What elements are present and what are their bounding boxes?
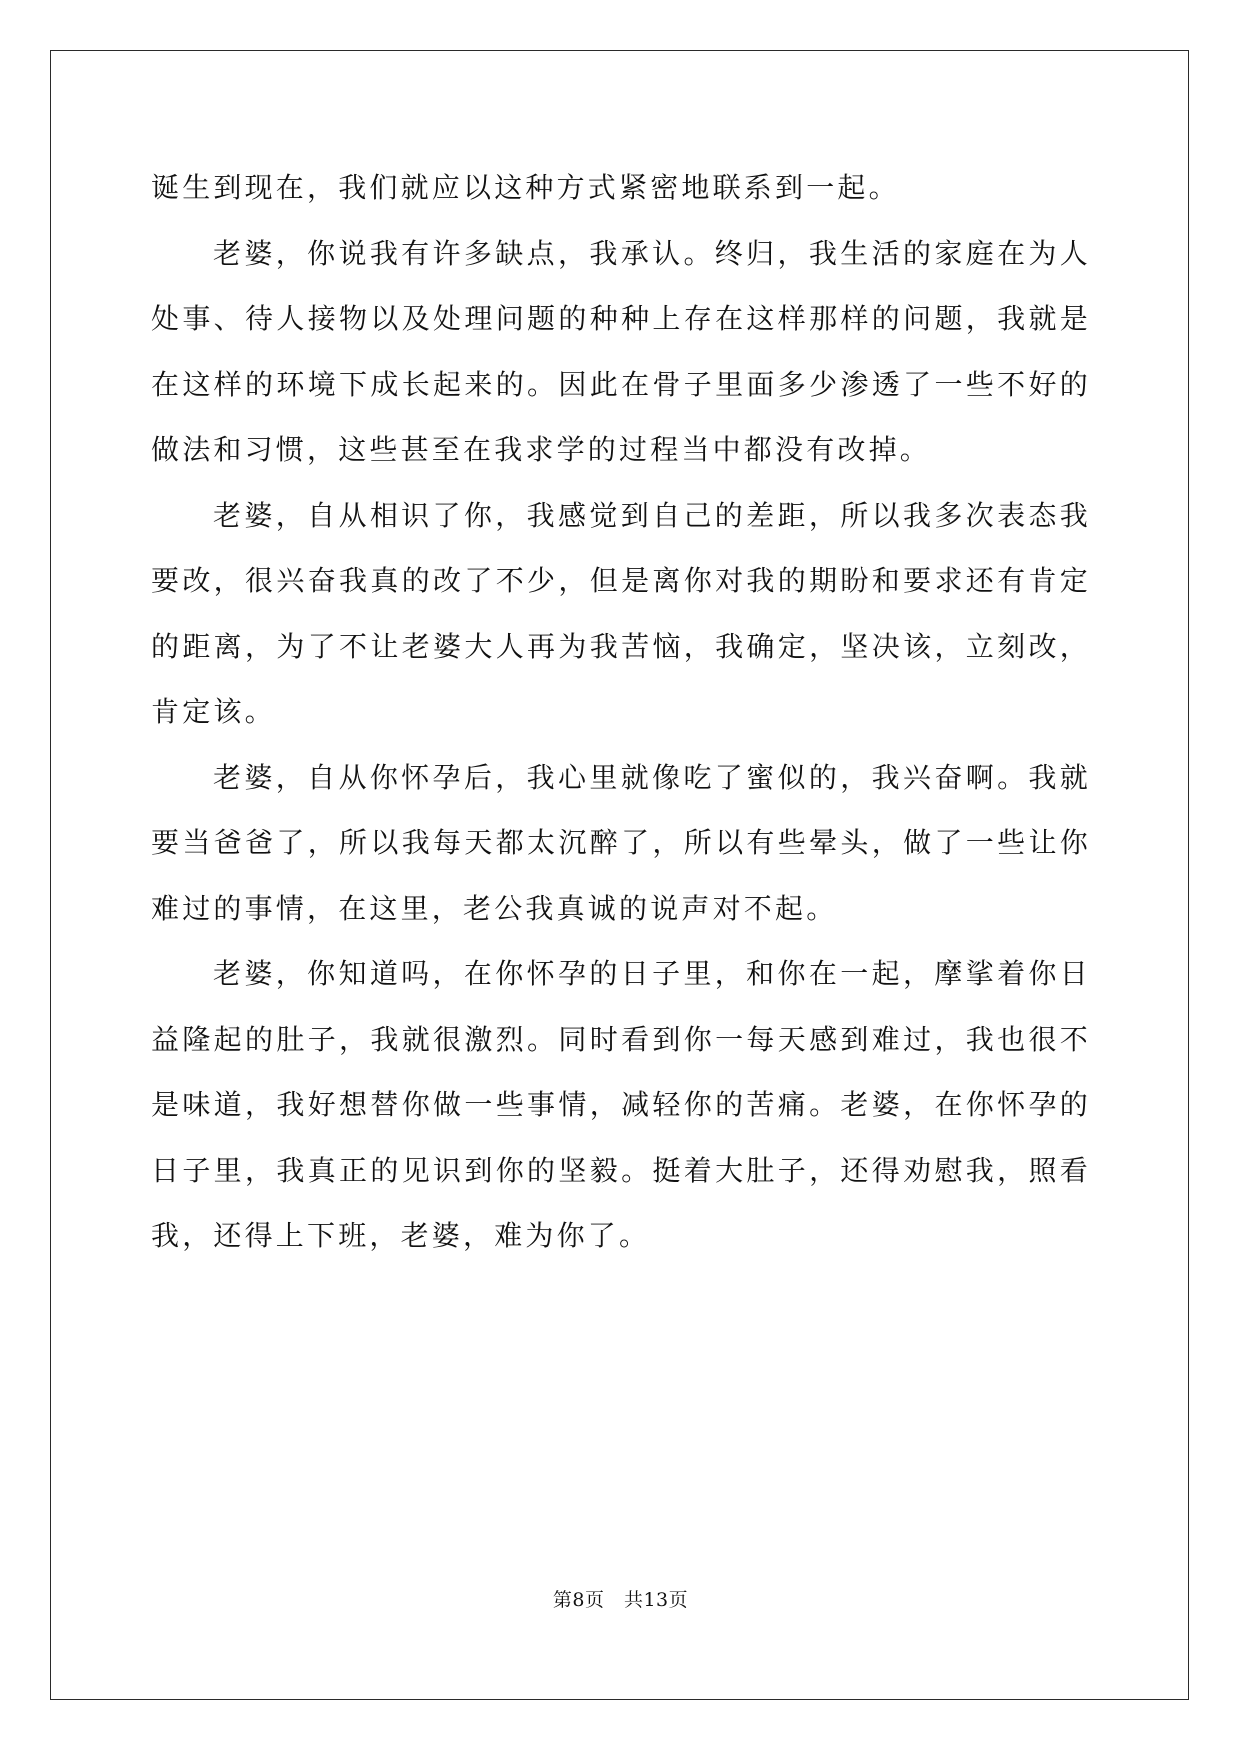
paragraph: 老婆，你知道吗，在你怀孕的日子里，和你在一起，摩挲着你日益隆起的肚子，我就很激烈。同时看到你一每天感到难过，我也很不是味道，我好想替你做一些事情，减轻你的苦痛。老婆，在你怀孕的日子里，我真正的见识到你的坚毅。挺着大肚子，还得劝慰我，照看我，还得上下班，老婆，难为你了。 [151,957,1091,1252]
document-body [151,155,1091,1269]
paragraph: 老婆，自从你怀孕后，我心里就像吃了蜜似的，我兴奋啊。我就要当爸爸了，所以我每天都太沉醉了，所以有些晕头，做了一些让你难过的事情，在这里，老公我真诚的说声对不起。 [151,760,1091,925]
paragraph: 老婆，你说我有许多缺点，我承认。终归，我生活的家庭在为人处事、待人接物以及处理问题的种种上存在这样那样的问题，我就是在这样的环境下成长起来的。因此在骨子里面多少渗透了一些不好的做法和习惯，这些甚至在我求学的过程当中都没有改掉。 [151,236,1091,466]
paragraph: 老婆，自从相识了你，我感觉到自己的差距，所以我多次表态我要改，很兴奋我真的改了不少，但是离你对我的期盼和要求还有肯定的距离，为了不让老婆大人再为我苦恼，我确定，坚决该，立刻改，肯定该。 [151,498,1091,728]
paragraph: 诞生到现在，我们就应以这种方式紧密地联系到一起。 [151,171,900,204]
page-number-footer: 第8页 共13页 [552,1589,689,1611]
